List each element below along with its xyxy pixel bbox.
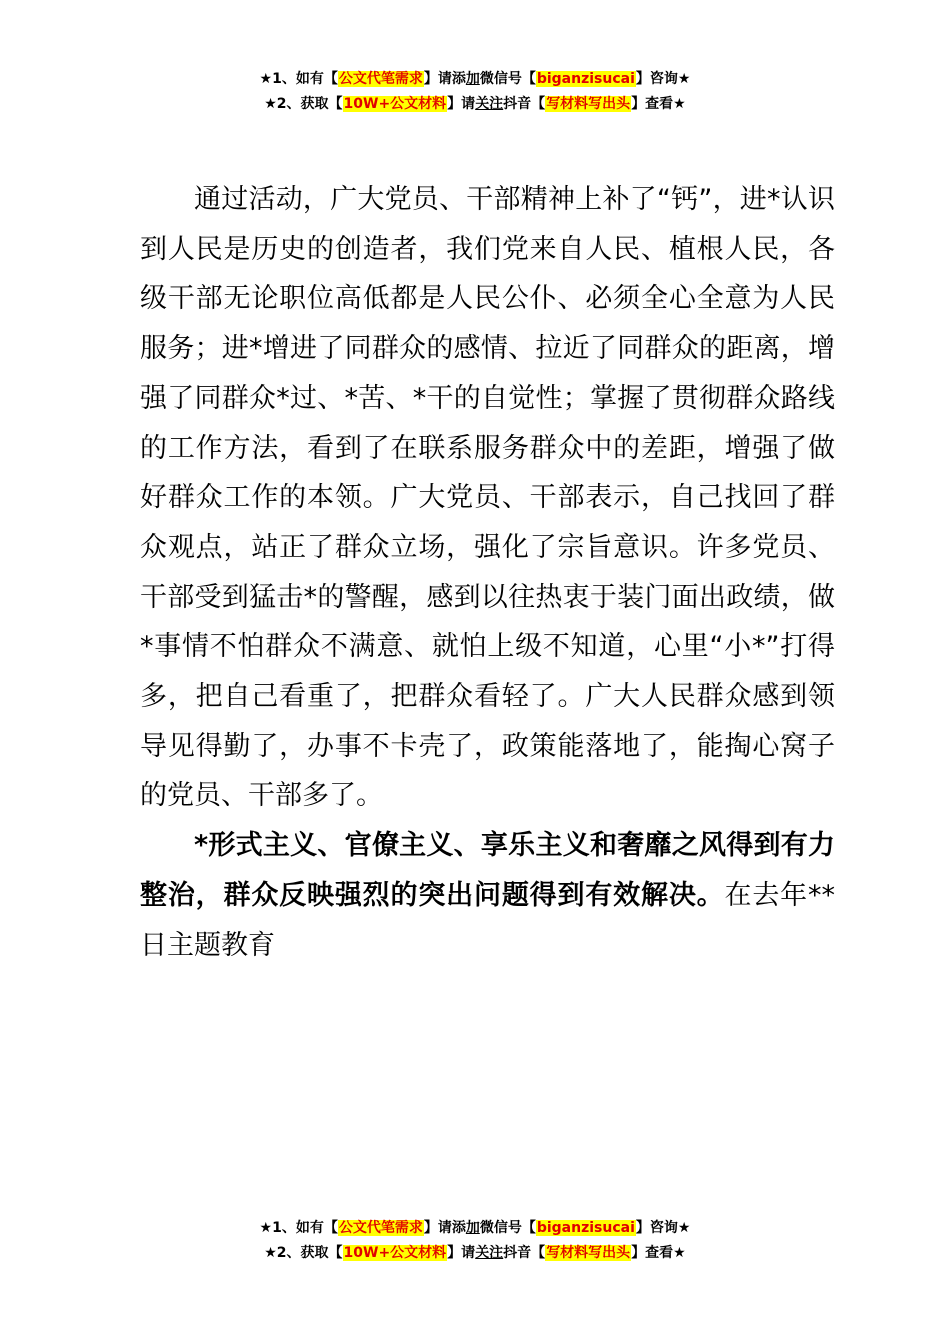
banner-highlight-douyin: 写材料写出头 <box>546 96 631 112</box>
document-body <box>140 175 835 970</box>
banner-highlight-wechat-id: biganzisucai <box>536 71 635 87</box>
banner-highlight-douyin: 写材料写出头 <box>546 1245 631 1261</box>
banner-text: 】咨询★ <box>635 1220 691 1236</box>
banner-text: 】请 <box>447 96 476 112</box>
banner-text: 】咨询★ <box>635 71 691 87</box>
banner-line-2 <box>0 1241 950 1266</box>
banner-text: 】请 <box>447 1245 476 1261</box>
banner-line-1 <box>0 1216 950 1241</box>
banner-text-underlined: 加 <box>465 1220 480 1236</box>
paragraph-2-heading: *形式主义、官僚主义、享乐主义和奢靡之风得到有力整治，群众反映强烈的突出问题得到有效解决。 <box>140 830 835 911</box>
banner-text: ★1、如有【 <box>259 71 338 87</box>
banner-text: 微信号【 <box>479 1220 536 1236</box>
banner-text: 微信号【 <box>479 71 536 87</box>
paragraph-2-text: 在去年**日主题教育 <box>140 879 835 961</box>
banner-text: 】请添 <box>423 1220 466 1236</box>
banner-text: 抖音【 <box>503 1245 546 1261</box>
banner-text: 】请添 <box>423 71 466 87</box>
banner-text-underlined: 关注 <box>475 1245 504 1261</box>
banner-text: ★2、获取【 <box>264 1245 343 1261</box>
banner-highlight-service: 公文代笔需求 <box>338 71 423 87</box>
banner-highlight-materials: 10W+公文材料 <box>343 96 447 112</box>
paragraph-1: 通过活动，广大党员、干部精神上补了“钙”，进*认识到人民是历史的创造者，我们党来自人民、植根人民，各级干部无论职位高低都是人民公仆、必须全心全意为人民服务；进*增进了同群众的感情、拉近了同群众的距离，增强了同群众*过、*苦、*干的自觉性；掌握了贯彻群众路线的工作方法，看到了在联系服务群众中的差距，增强了做好群众工作的本领。广大党员、干部表示，自己找回了群众观点，站正了群众立场，强化了宗旨意识。许多党员、干部受到猛击*的警醒，感到以往热衷于装门面出政绩，做*事情不怕群众不满意、就怕上级不知道，心里“小*”打得多，把自己看重了，把群众看轻了。广大人民群众感到领导见得勤了，办事不卡壳了，政策能落地了，能掏心窝子的党员、干部多了。 <box>140 184 835 812</box>
paragraph-2 <box>140 821 835 970</box>
banner-highlight-materials: 10W+公文材料 <box>343 1245 447 1261</box>
banner-highlight-service: 公文代笔需求 <box>338 1220 423 1236</box>
banner-text: ★1、如有【 <box>259 1220 338 1236</box>
footer-banner <box>0 1216 950 1266</box>
banner-text: ★2、获取【 <box>264 96 343 112</box>
banner-highlight-wechat-id: biganzisucai <box>536 1220 635 1236</box>
banner-text: 】查看★ <box>631 96 686 112</box>
header-banner <box>0 67 950 117</box>
banner-text: 抖音【 <box>503 96 546 112</box>
banner-line-1 <box>0 67 950 92</box>
banner-text-underlined: 关注 <box>475 96 504 112</box>
banner-text-underlined: 加 <box>465 71 480 87</box>
banner-text: 】查看★ <box>631 1245 686 1261</box>
banner-line-2 <box>0 92 950 117</box>
